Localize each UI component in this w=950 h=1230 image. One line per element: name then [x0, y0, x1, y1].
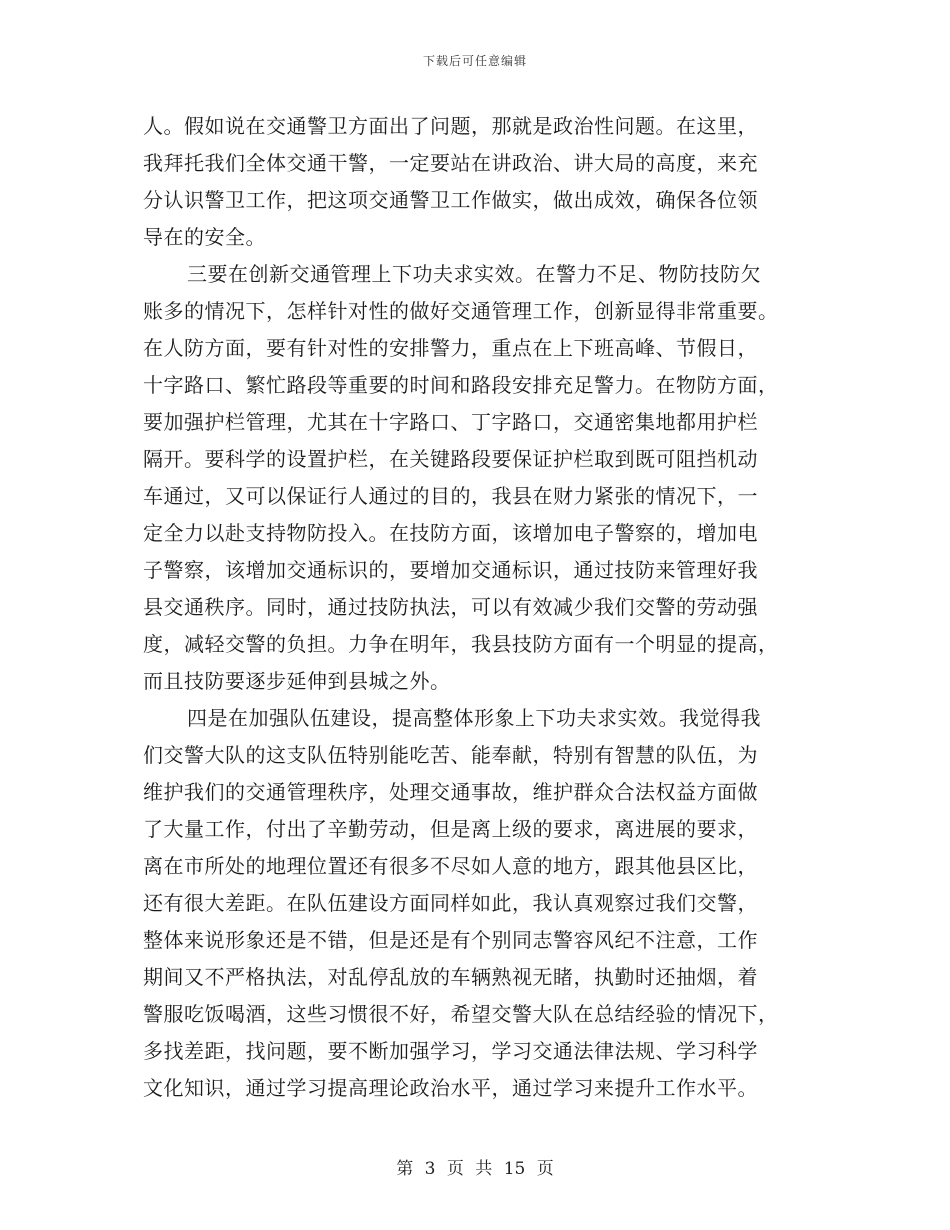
paragraph-first-line: 三要在创新交通管理上下功夫求实效。在警力不足、物防技防欠	[187, 262, 761, 286]
text-line: 隔开。要科学的设置护栏，在关键路段要保证护栏取到既可阻挡机动	[143, 447, 758, 471]
text-line: 而且技防要逐步延伸到县城之外。	[143, 669, 451, 693]
text-line: 账多的情况下，怎样针对性的做好交通管理工作，创新显得非常重要。	[143, 299, 779, 323]
text-line: 在人防方面，要有针对性的安排警力，重点在上下班高峰、节假日，	[143, 336, 758, 360]
text-line: 人。假如说在交通警卫方面出了问题，那就是政治性问题。在这里，	[143, 114, 758, 138]
text-line: 定全力以赴支持物防投入。在技防方面，该增加电子警察的，增加电	[143, 521, 758, 545]
document-body	[143, 108, 808, 1107]
text-line: 离在市所处的地理位置还有很多不尽如人意的地方，跟其他县区比，	[143, 854, 758, 878]
text-line: 车通过，又可以保证行人通过的目的，我县在财力紧张的情况下，一	[143, 484, 758, 508]
page-header: 下载后可任意编辑	[422, 54, 527, 68]
text-line: 导在的安全。	[143, 225, 266, 249]
text-line: 期间又不严格执法，对乱停乱放的车辆熟视无睹，执勤时还抽烟，着	[143, 965, 758, 989]
text-line: 警服吃饭喝酒，这些习惯很不好，希望交警大队在总结经验的情况下，	[143, 1002, 779, 1026]
text-line: 我拜托我们全体交通干警，一定要站在讲政治、讲大局的高度，来充	[143, 151, 758, 175]
text-line: 们交警大队的这支队伍特别能吃苦、能奉献，特别有智慧的队伍，为	[143, 743, 758, 767]
text-line: 维护我们的交通管理秩序，处理交通事故，维护群众合法权益方面做	[143, 780, 758, 804]
text-line: 还有很大差距。在队伍建设方面同样如此，我认真观察过我们交警，	[143, 891, 758, 915]
paragraph-first-line: 四是在加强队伍建设，提高整体形象上下功夫求实效。我觉得我	[187, 706, 761, 730]
text-line: 要加强护栏管理，尤其在十字路口、丁字路口，交通密集地都用护栏	[143, 410, 758, 434]
text-line: 县交通秩序。同时，通过技防执法，可以有效减少我们交警的劳动强	[143, 595, 758, 619]
text-line: 整体来说形象还是不错，但是还是有个别同志警容风纪不注意，工作	[143, 928, 758, 952]
text-line: 子警察，该增加交通标识的，要增加交通标识，通过技防来管理好我	[143, 558, 758, 582]
text-line: 文化知识，通过学习提高理论政治水平，通过学习来提升工作水平。	[143, 1076, 758, 1100]
page-number-footer: 第 3 页 共 15 页	[396, 1159, 554, 1179]
text-line: 十字路口、繁忙路段等重要的时间和路段安排充足警力。在物防方面，	[143, 373, 779, 397]
text-line: 了大量工作，付出了辛勤劳动，但是离上级的要求，离进展的要求，	[143, 817, 758, 841]
text-line: 度，减轻交警的负担。力争在明年，我县技防方面有一个明显的提高，	[143, 632, 779, 656]
text-line: 多找差距，找问题，要不断加强学习，学习交通法律法规、学习科学	[143, 1039, 758, 1063]
text-line: 分认识警卫工作，把这项交通警卫工作做实，做出成效，确保各位领	[143, 188, 758, 212]
